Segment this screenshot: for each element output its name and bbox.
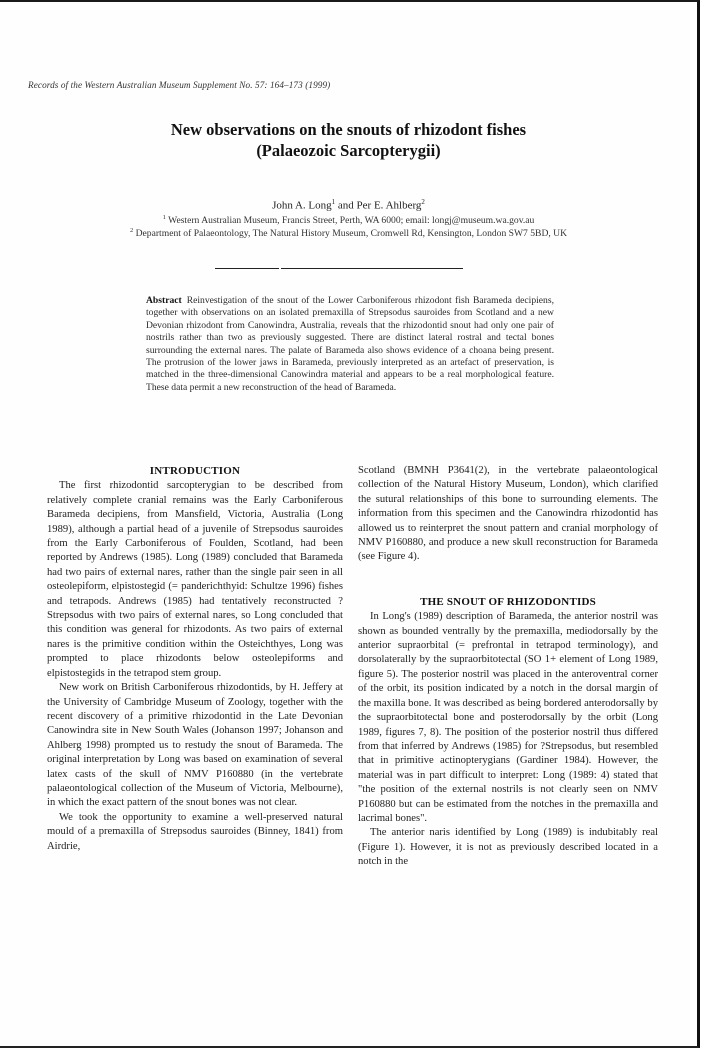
article-title (0, 119, 697, 161)
affiliation-marker: 2 (129, 227, 134, 234)
paragraph: New work on British Carboniferous rhizodontids, by H. Jeffery at the University of Cambridge Museum of Zoology, together with the recent discovery of a primitive rhizodontid in the Late Devonian Canowindra site in New South Wales (Johanson 1997; Johanson and Ahlberg 1998) prompted us to restudy the snout of Barameda. The original interpretation by Long was based on examination of several latex casts of the skull of NMV P160880 (in the vertebrate palaeontological collection of the Museum of Victoria, Melbourne), in which the exact pattern of the snout bones was not clear. (47, 682, 343, 809)
paragraph: We took the opportunity to examine a well-preserved natural mould of a premaxilla of Strepsodus sauroides (Binney, 1841) from Airdrie, (47, 811, 343, 852)
title-line-2: (Palaeozoic Sarcopterygii) (256, 141, 441, 160)
author-line (0, 198, 697, 212)
paragraph-continued: Scotland (BMNH P3641(2), in the vertebrate palaeontological collection of the Natural History Museum, London), which clarified the sutural relationships of this bone to surrounding elements. The information from this specimen and the Canowindra rhizodontid has allowed us to reinterpret the snout pattern and cranial morphology of NMV P160880, and produce a new skull reconstruction for Barameda (see Figure 4). (358, 465, 658, 563)
affiliation-marker: 1 (162, 214, 166, 221)
author-2: Per E. Ahlberg (356, 199, 422, 212)
abstract (146, 295, 554, 394)
left-column (47, 464, 343, 854)
affiliation-text: Western Australian Museum, Francis Street, Perth, WA 6000; email: longj@museum.wa.gov.au (168, 215, 535, 227)
running-head: Records of the Western Australian Museum Supplement No. 57: 164–173 (1999) (28, 80, 331, 90)
section-heading-snout: THE SNOUT OF RHIZODONTIDS (420, 595, 596, 608)
abstract-label: Abstract (146, 295, 182, 306)
section-heading-introduction: INTRODUCTION (149, 465, 241, 477)
divider-rule-left (215, 268, 279, 269)
affiliation-2 (0, 227, 697, 239)
author-join: and (335, 199, 357, 212)
author-1-affil-marker: 1 (331, 198, 336, 206)
affiliation-1 (0, 214, 697, 226)
author-2-affil-marker: 2 (421, 198, 425, 206)
abstract-text: Reinvestigation of the snout of the Lower Carboniferous rhizodont fish Barameda decipiens, together with observations on an isolated premaxilla of Strepsodus sauroides from Scotland and a new Devonian rhizodont from Canowindra, Australia, reveals that the rhizodontid snout had only one pair of nostrils rather than two as previously suggested. There are distinct lateral rostral and tectal bones surrounding the external nares. The palate of Barameda also shows evidence of a choana being present. The protrusion of the lower jaws in Barameda, previously interpreted as an artefact of preservation, is matched in the three-dimensional Canowindra material and appears to be a real morphological feature. These data permit a new reconstruction of the head of Barameda. (146, 295, 554, 393)
author-1: John A. Long (272, 199, 332, 212)
paragraph: The first rhizodontid sarcopterygian to be described from relatively complete cranial remains was the Early Carboniferous Barameda decipiens, from Mansfield, Victoria, Australia (Long 1989), although a partial head of a juvenile of Strepsodus sauroides from the Early Carboniferous of Foulden, Scotland, had been reported by Andrews (1985). Long (1989) concluded that Barameda had two pairs of external nares, rather than the single pair seen in all osteolepiform, elpistostegid (= panderichthyid: Schultze 1996) fishes and tetrapods. Andrews (1985) had tentatively reconstructed ?Strepsodus with two pairs of external nares, so Long concluded that this condition was general for rhizodonts. As two pairs of external nares is the primitive condition within the Osteichthyes, Long was prompted to place rhizodonts below osteolepiforms and elpistostegids in the tetrapod stem group. (47, 480, 343, 679)
affiliation-text: Department of Palaeontology, The Natural History Museum, Cromwell Rd, Kensington, London SW7 5BD, UK (135, 228, 568, 240)
title-line-1: New observations on the snouts of rhizodont fishes (170, 120, 527, 139)
divider-rule-right (281, 268, 463, 269)
paragraph: The anterior naris identified by Long (1989) is indubitably real (Figure 1). However, it is not as previously described located in a notch in the (358, 827, 658, 868)
paragraph: In Long's (1989) description of Barameda, the anterior nostril was shown as bounded ventrally by the premaxilla, mediodorsally by the anterior supraorbital (= prefrontal in tetrapod terminology), and dorsolaterally by the supraorbitotectal (SO 1+ element of Long 1989, figure 5). The posterior nostril was placed in the anteroventral corner of the orbit, its position indicated by a notch in the dorsal margin of the maxilla bone. It was described as being bordered anterodorsally by the supraorbitotectal bone and posterodorsally by the orbit (Long 1989, figures 7, 8). The position of the posterior nostril thus differed from that inferred by Andrews (1985) for ?Strepsodus, but resembled that in primitive actinopterygians (Gardiner 1984). However, the material was in part difficult to interpret: Long (1989: 4) stated that "the position of the external nostrils is not clearly seen on NMV P160880 but can be estimated from the notches in the premaxilla and lacrimal bones". (358, 611, 658, 824)
right-column (358, 464, 658, 870)
